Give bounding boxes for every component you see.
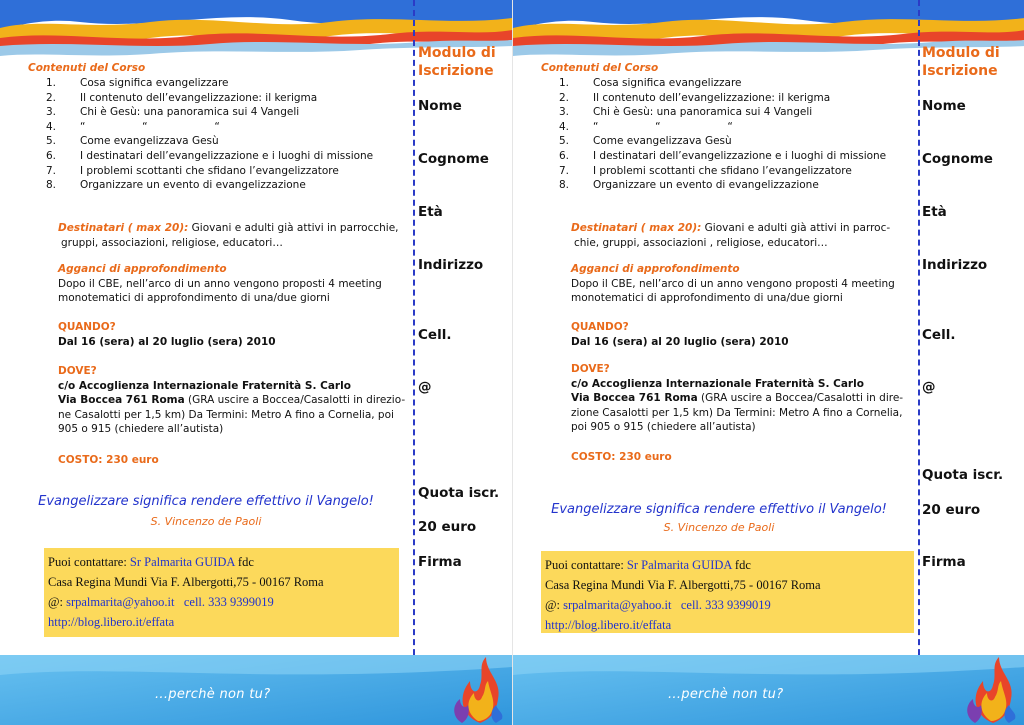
list-item: 8. Organizzare un evento di evangelizzazione [46, 179, 306, 192]
list-item: 6. I destinatari dell’evangelizzazione e i luoghi di missione [559, 149, 887, 162]
quando-block [58, 320, 406, 349]
form-title: Modulo di Iscrizione [922, 45, 1000, 79]
contact-email-link[interactable]: srpalmarita@yahoo.it [563, 598, 672, 612]
field-email: @ [418, 379, 432, 395]
dove-street: Via Boccea 761 Roma [571, 392, 698, 404]
dove-block: DOVE? c/o Accoglienza Internazionale Fraternità S. Carlo Via Boccea 761 Roma (GRA uscire a Boccea/Casalotti in dire- zione Casalotti per 1,5 km) Da Termini: Metro A fino a Cornelia, poi 905 o 915 (chiedere all’autista) [571, 363, 904, 433]
dove-street: Via Boccea 761 Roma [58, 394, 185, 406]
agganci-label: Agganci di approfondimento [571, 263, 740, 275]
field-cognome: Cognome [922, 151, 993, 167]
contact-address: Casa Regina Mundi Via F. Albergotti,75 - 00167 Roma [545, 578, 821, 592]
field-firma: Firma [922, 554, 966, 570]
contact-name: Sr Palmarita GUIDA [129, 555, 235, 569]
contact-cell: cell. 333 9399019 [174, 595, 274, 609]
blog-link[interactable]: http://blog.libero.it/effata [545, 618, 672, 632]
destinatari-text: Giovani e adulti già attivi in parroc- [701, 222, 891, 234]
field-indirizzo: Indirizzo [418, 257, 484, 273]
destinatari-text-2: gruppi, associazioni, religiose, educatori… [61, 236, 283, 249]
quando-label: QUANDO? [58, 321, 116, 333]
list-item: 8. Organizzare un evento di evangelizzazione [559, 179, 819, 192]
list-item: 3. Chi è Gesù: una panoramica sui 4 Vangeli [559, 106, 813, 119]
quando-label: QUANDO? [571, 321, 629, 333]
brochure-page-right [512, 0, 1024, 725]
agganci-block [571, 262, 919, 306]
dove-venue: c/o Accoglienza Internazionale Fraternità S. Carlo [58, 379, 351, 392]
field-cell: Cell. [922, 327, 956, 343]
agganci-text: Dopo il CBE, nell’arco di un anno vengono proposti 4 meeting [58, 277, 382, 290]
agganci-label: Agganci di approfondimento [58, 263, 227, 275]
destinatari-text: Giovani e adulti già attivi in parrocchie, [188, 222, 399, 234]
footer-slogan: ...perchè non tu? [155, 687, 271, 702]
agganci-text-2: monotematici di approfondimento di una/due giorni [58, 292, 330, 304]
field-cognome: Cognome [418, 151, 489, 167]
dove-venue: c/o Accoglienza Internazionale Fraternità S. Carlo [571, 377, 864, 390]
contact-cell: cell. 333 9399019 [671, 598, 771, 612]
agganci-text-2: monotematici di approfondimento di una/due giorni [571, 292, 843, 304]
field-nome: Nome [418, 98, 462, 114]
agganci-block [58, 262, 406, 306]
list-item: 5. Come evangelizzava Gesù [46, 135, 219, 148]
form-title: Modulo di Iscrizione [418, 45, 496, 79]
quando-value: Dal 16 (sera) al 20 luglio (sera) 2010 [571, 335, 789, 348]
list-item: 6. I destinatari dell’evangelizzazione e i luoghi di missione [46, 149, 374, 162]
destinatari-block [58, 221, 406, 250]
registration-form [922, 0, 1022, 725]
field-email: @ [922, 379, 936, 395]
contact-name: Sr Palmarita GUIDA [626, 558, 732, 572]
contact-box: Puoi contattare: Sr Palmarita GUIDA fdc Casa Regina Mundi Via F. Albergotti,75 - 00167 Roma @: srpalmarita@yahoo.it cell. 333 9399019 http://blog.libero.it/effata [44, 548, 399, 637]
list-item: 2. Il contenuto dell’evangelizzazione: il kerigma [46, 91, 318, 104]
blog-link[interactable]: http://blog.libero.it/effata [48, 615, 175, 629]
costo: COSTO: 230 euro [571, 451, 672, 463]
cut-line [413, 0, 415, 725]
field-quota: Quota iscr. [922, 467, 1004, 483]
quando-value: Dal 16 (sera) al 20 luglio (sera) 2010 [58, 335, 276, 348]
field-eta: Età [922, 204, 947, 220]
costo: COSTO: 230 euro [58, 454, 159, 466]
field-quota: Quota iscr. [418, 485, 500, 501]
topics-list [28, 76, 388, 193]
contents-title: Contenuti del Corso [28, 62, 146, 74]
list-item: 4. “ “ “ [46, 120, 220, 133]
footer-slogan: ...perchè non tu? [668, 687, 784, 702]
course-info [513, 0, 925, 725]
field-quota-value: 20 euro [922, 502, 981, 518]
motto: Evangelizzare significa rendere effettivo il Vangelo! [38, 494, 374, 509]
field-eta: Età [418, 204, 443, 220]
dove-block: DOVE? c/o Accoglienza Internazionale Fraternità S. Carlo Via Boccea 761 Roma (GRA uscire a Boccea/Casalotti in direzio- ne Casalotti per 1,5 km) Da Termini: Metro A fino a Cornelia, poi 905 o 915 (chiedere all’autista) [58, 365, 406, 435]
contact-address: Casa Regina Mundi Via F. Albergotti,75 - 00167 Roma [48, 575, 324, 589]
list-item: 1. Cosa significa evangelizzare [46, 77, 229, 89]
list-item: 5. Come evangelizzava Gesù [559, 135, 732, 148]
motto-author: S. Vincenzo de Paoli [150, 515, 262, 528]
topics-list [541, 76, 901, 193]
destinatari-label: Destinatari ( max 20): [571, 222, 702, 234]
list-item: 7. I problemi scottanti che sfidano l’evangelizzatore [46, 164, 339, 177]
contact-email-link[interactable]: srpalmarita@yahoo.it [66, 595, 175, 609]
list-item: 1. Cosa significa evangelizzare [559, 77, 742, 89]
destinatari-block [571, 221, 919, 250]
list-item: 2. Il contenuto dell’evangelizzazione: il kerigma [559, 91, 831, 104]
flame-logo [953, 655, 1024, 725]
list-item: 3. Chi è Gesù: una panoramica sui 4 Vangeli [46, 106, 300, 119]
field-nome: Nome [922, 98, 966, 114]
course-info [0, 0, 412, 725]
field-firma: Firma [418, 554, 462, 570]
destinatari-label: Destinatari ( max 20): [58, 222, 189, 234]
list-item: 4. “ “ “ [559, 120, 733, 133]
field-cell: Cell. [418, 327, 452, 343]
list-item: 7. I problemi scottanti che sfidano l’evangelizzatore [559, 164, 852, 177]
field-quota-value: 20 euro [418, 519, 477, 535]
field-indirizzo: Indirizzo [922, 257, 988, 273]
quando-block [571, 320, 919, 349]
motto-author: S. Vincenzo de Paoli [663, 521, 775, 534]
motto: Evangelizzare significa rendere effettivo il Vangelo! [551, 502, 887, 517]
registration-form [418, 0, 512, 725]
cut-line [918, 0, 920, 725]
agganci-text: Dopo il CBE, nell’arco di un anno vengono proposti 4 meeting [571, 277, 895, 290]
flame-logo [440, 655, 512, 725]
dove-label: DOVE? [58, 365, 97, 377]
contact-box: Puoi contattare: Sr Palmarita GUIDA fdc Casa Regina Mundi Via F. Albergotti,75 - 00167 Roma @: srpalmarita@yahoo.it cell. 333 9399019 http://blog.libero.it/effata [541, 551, 914, 633]
dove-label: DOVE? [571, 363, 610, 375]
destinatari-text-2: chie, gruppi, associazioni , religiose, educatori… [574, 236, 828, 249]
contents-title: Contenuti del Corso [541, 62, 659, 74]
